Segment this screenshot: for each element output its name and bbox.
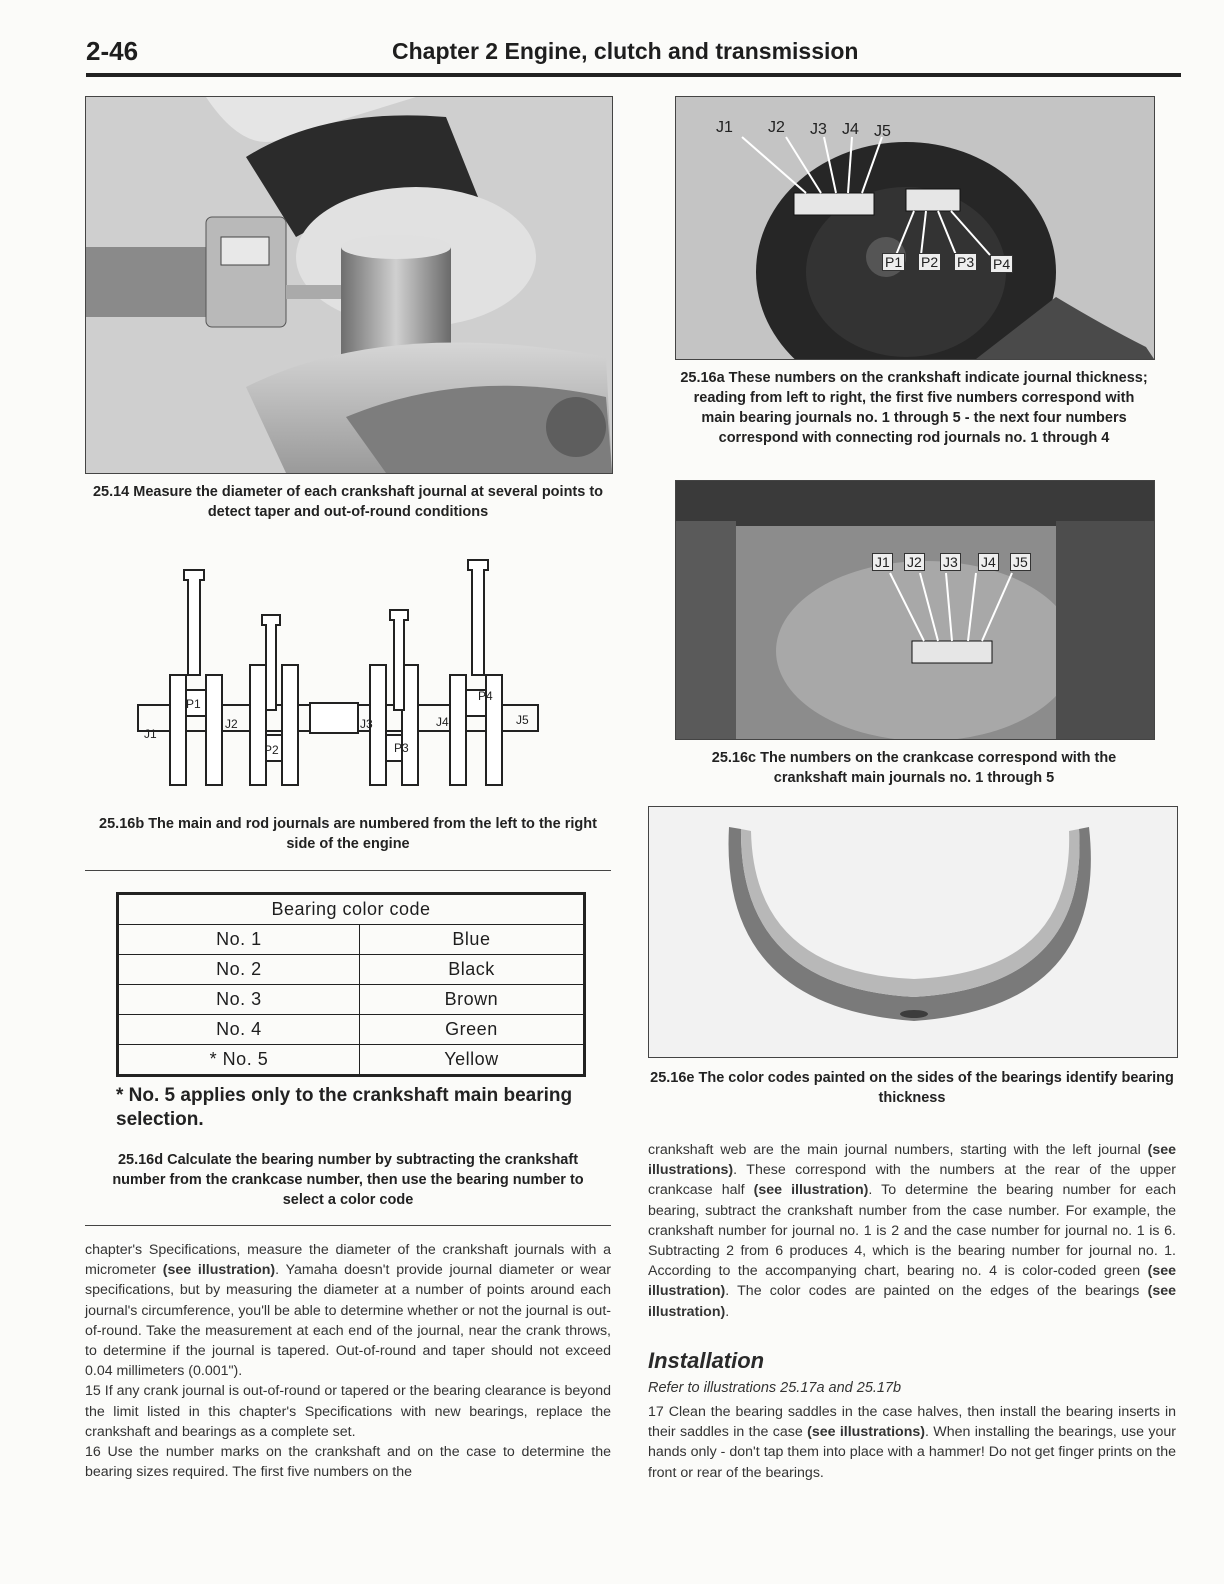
crankcase-numbers-photo (675, 480, 1155, 740)
bearing-color: Black (359, 955, 583, 985)
table-row (119, 985, 584, 1015)
photo-label-j5: J5 (1010, 553, 1031, 571)
bearing-color: Yellow (359, 1045, 583, 1075)
divider-rule (85, 870, 611, 871)
paragraph-17: 17 Clean the bearing saddles in the case halves, then install the bearing inserts in their saddles in the case (see illustrations). When installing the bearings, use your hands only - don't tap them into place with a hammer! Do not get finger prints on the front or rear of the bearings. (648, 1404, 1176, 1481)
bearing-insert-photo (648, 806, 1178, 1058)
photo-label-j3: J3 (810, 121, 827, 138)
diagram-label-j1: J1 (144, 727, 157, 741)
paragraph-15: 15 If any crank journal is out-of-round or tapered or the bearing clearance is beyond the limit listed in this chapter's Specifications with new bearings, replace the crankshaft and bearings as a complete set. (85, 1383, 611, 1440)
bearing-color: Green (359, 1015, 583, 1045)
photo-label-j1: J1 (872, 553, 893, 571)
bearing-number: * No. 5 (119, 1045, 360, 1075)
diagram-label-p3: P3 (394, 741, 409, 755)
bearing-color: Blue (359, 925, 583, 955)
fig-25-16b-caption: 25.16b The main and rod journals are numbered from the left to the right side of the engine (99, 816, 597, 852)
photo-label-p2: P2 (918, 253, 941, 271)
table-row (119, 1045, 584, 1075)
photo-label-j3: J3 (940, 553, 961, 571)
section-title: Installation (648, 1348, 765, 1373)
fig-25-16c-caption: 25.16c The numbers on the crankcase correspond with the crankshaft main journals no. 1 through 5 (711, 750, 1117, 786)
chapter-title: Chapter 2 Engine, clutch and transmission (392, 38, 859, 64)
diagram-label-j2: J2 (225, 717, 238, 731)
photo-label-j2: J2 (768, 119, 785, 136)
fig-25-16e-caption: 25.16e The color codes painted on the sides of the bearings identify bearing thickness (650, 1070, 1174, 1106)
crankshaft-numbers-photo (675, 96, 1155, 360)
right-column-text (648, 1140, 1176, 1322)
table-row (119, 1015, 584, 1045)
diagram-label-p4: P4 (478, 689, 493, 703)
diagram-label-j5: J5 (516, 713, 529, 727)
header-rule (86, 73, 1181, 77)
fig-25-14-caption: 25.14 Measure the diameter of each crankshaft journal at several points to detect taper and out-of-round conditions (92, 484, 604, 520)
photo-label-p1: P1 (882, 253, 905, 271)
bearing-number: No. 4 (119, 1015, 360, 1045)
divider-rule (85, 1225, 611, 1226)
photo-label-j2: J2 (904, 553, 925, 571)
section-reference: Refer to illustrations 25.17a and 25.17b (648, 1380, 902, 1396)
diagram-label-j3: J3 (360, 717, 373, 731)
crankshaft-diagram (130, 555, 545, 800)
table-title: Bearing color code (119, 895, 584, 925)
bearing-number: No. 2 (119, 955, 360, 985)
photo-label-j1: J1 (716, 119, 733, 136)
diagram-label-p2: P2 (264, 743, 279, 757)
left-column-text (85, 1240, 611, 1482)
photo-label-j4: J4 (842, 121, 859, 138)
diagram-label-j4: J4 (436, 715, 449, 729)
fig-25-16a-caption: 25.16a These numbers on the crankshaft indicate journal thickness; reading from left to right, the first five numbers correspond with main bearing journals no. 1 through 5 - the next four numbers correspond with connecting rod journals no. 1 through 4 (680, 370, 1148, 446)
bearing-number: No. 3 (119, 985, 360, 1015)
paragraph: chapter's Specifications, measure the diameter of the crankshaft journals with a micrometer (see illustration). Yamaha doesn't provide journal diameter or wear specifications, but by measuring the diameter at a number of points around each journal's circumference, you'll be able to determine whether or not the journal is out-of-round. Take the measurement at each end of the journal, near the crank throws, to determine if the journal is tapered. Out-of-round and taper should not exceed 0.04 millimeters (0.001"). (85, 1242, 611, 1380)
photo-label-j5: J5 (874, 123, 891, 140)
photo-label-p3: P3 (954, 253, 977, 271)
bearing-color-table (116, 892, 586, 1077)
photo-label-j4: J4 (978, 553, 999, 571)
table-row (119, 955, 584, 985)
fig-25-16d-caption: 25.16d Calculate the bearing number by subtracting the crankshaft number from the crankcase number, then use the bearing number to select a color code (112, 1152, 584, 1208)
table-note: * No. 5 applies only to the crankshaft main bearing selection. (116, 1085, 573, 1130)
paragraph: crankshaft web are the main journal numbers, starting with the left journal (see illustrations). These correspond with the numbers at the rear of the upper crankcase half (see illustration). To determine the bearing number for each bearing, subtract the crankshaft number from the case number. For example, the crankshaft number for journal no. 1 is 2 and the case number for journal no. 1 is 6. Subtracting 2 from 6 produces 4, which is the bearing number for journal no. 1. According to the accompanying chart, bearing no. 4 is color-coded green (see illustration). The color codes are painted on the edges of the bearings (see illustration). (648, 1142, 1176, 1320)
paragraph-16: 16 Use the number marks on the crankshaft and on the case to determine the bearing sizes required. The first five numbers on the (85, 1444, 611, 1481)
table-row (119, 925, 584, 955)
page-number: 2-46 (86, 36, 139, 66)
micrometer-photo (85, 96, 613, 474)
bearing-color: Brown (359, 985, 583, 1015)
photo-label-p4: P4 (990, 255, 1013, 273)
diagram-label-p1: P1 (186, 697, 201, 711)
bearing-number: No. 1 (119, 925, 360, 955)
